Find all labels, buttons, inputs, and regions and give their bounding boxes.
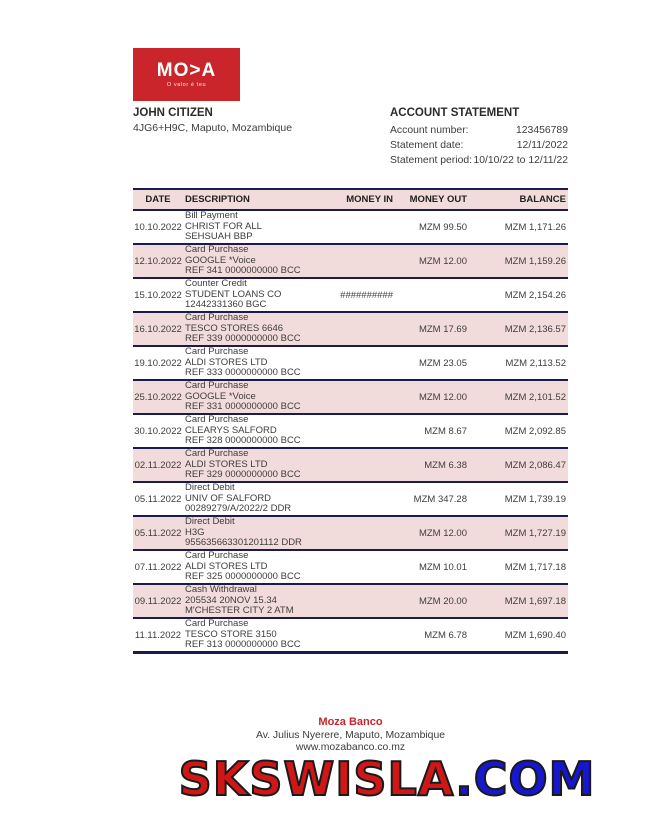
transaction-type: Card Purchase bbox=[185, 346, 249, 358]
table-row bbox=[133, 481, 568, 515]
transaction-payee: STUDENT LOANS CO bbox=[185, 288, 282, 300]
statement-info-block bbox=[390, 107, 568, 168]
transaction-reference: 955635663301201112 DDR bbox=[185, 537, 302, 549]
money-out-value: MZM 12.00 bbox=[418, 391, 467, 403]
watermark-name-text: SKSWISLA bbox=[178, 752, 456, 806]
transaction-date: 05.11.2022 bbox=[134, 527, 182, 539]
money-out-value: MZM 6.78 bbox=[424, 629, 467, 641]
table-header-row bbox=[133, 188, 568, 211]
transaction-description bbox=[183, 619, 331, 651]
balance-value: MZM 2,136.57 bbox=[504, 323, 566, 335]
table-row bbox=[133, 311, 568, 345]
transaction-type: Card Purchase bbox=[185, 618, 249, 630]
balance-value: MZM 2,113.52 bbox=[505, 357, 566, 369]
money-out-value: MZM 347.28 bbox=[413, 493, 467, 505]
transaction-date: 19.10.2022 bbox=[134, 357, 182, 369]
statement-date-label: Statement date: bbox=[390, 140, 464, 151]
table-row bbox=[133, 211, 568, 243]
transaction-type: Counter Credit bbox=[185, 278, 247, 290]
transaction-date: 30.10.2022 bbox=[134, 425, 182, 437]
table-row bbox=[133, 549, 568, 583]
transaction-reference: REF 325 0000000000 BCC bbox=[185, 571, 301, 583]
transaction-description bbox=[183, 381, 331, 413]
table-row bbox=[133, 515, 568, 549]
transaction-type: Direct Debit bbox=[185, 482, 235, 494]
balance-value: MZM 1,171.26 bbox=[504, 221, 566, 233]
table-row bbox=[133, 379, 568, 413]
transaction-payee: UNIV OF SALFORD bbox=[185, 492, 272, 504]
transaction-reference: REF 313 0000000000 BCC bbox=[185, 639, 301, 651]
transaction-description bbox=[183, 279, 331, 311]
logo-tagline: O valor é teu bbox=[166, 82, 207, 88]
money-out-value: MZM 12.00 bbox=[418, 527, 467, 539]
transaction-description bbox=[183, 517, 331, 549]
balance-value: MZM 1,159.26 bbox=[504, 255, 566, 267]
statement-title: ACCOUNT STATEMENT bbox=[390, 107, 520, 119]
table-row bbox=[133, 345, 568, 379]
table-row bbox=[133, 583, 568, 617]
statement-footer bbox=[133, 716, 568, 753]
table-row bbox=[133, 617, 568, 651]
table-row bbox=[133, 447, 568, 481]
footer-bank-address: Av. Julius Nyerere, Maputo, Mozambique bbox=[255, 730, 446, 741]
transaction-reference: REF 331 0000000000 BCC bbox=[185, 401, 301, 413]
header-money-out: MONEY OUT bbox=[409, 194, 467, 205]
table-row bbox=[133, 277, 568, 311]
money-out-value: MZM 99.50 bbox=[418, 221, 467, 233]
transaction-date: 11.11.2022 bbox=[134, 629, 182, 641]
statement-period-label: Statement period: bbox=[390, 155, 473, 166]
transaction-type: Direct Debit bbox=[185, 516, 235, 528]
footer-bank-name: Moza Banco bbox=[318, 716, 383, 728]
transaction-type: Bill Payment bbox=[185, 210, 238, 222]
transaction-payee: GOOGLE *Voice bbox=[185, 390, 256, 402]
customer-address: 4JG6+H9C, Maputo, Mozambique bbox=[133, 122, 293, 134]
money-out-value: MZM 12.00 bbox=[418, 255, 467, 267]
transaction-reference: REF 333 0000000000 BCC bbox=[185, 367, 301, 379]
customer-block bbox=[133, 107, 292, 134]
transaction-date: 09.11.2022 bbox=[134, 595, 182, 607]
transaction-description bbox=[183, 449, 331, 481]
customer-name: JOHN CITIZEN bbox=[133, 107, 213, 119]
footer-bank-website: www.mozabanco.co.mz bbox=[295, 742, 406, 753]
balance-value: MZM 2,086.47 bbox=[504, 459, 566, 471]
transaction-type: Card Purchase bbox=[185, 380, 249, 392]
money-out-value: MZM 6.38 bbox=[424, 459, 467, 471]
site-watermark bbox=[179, 752, 596, 806]
transaction-payee: CHRIST FOR ALL bbox=[185, 220, 262, 232]
transaction-reference: SEHSUAH BBP bbox=[185, 231, 253, 243]
account-number-row bbox=[390, 123, 568, 138]
header-balance: BALANCE bbox=[519, 194, 566, 205]
money-out-value: MZM 23.05 bbox=[418, 357, 467, 369]
transaction-date: 02.11.2022 bbox=[134, 459, 182, 471]
transaction-payee: TESCO STORES 6646 bbox=[185, 322, 284, 334]
header-money-in: MONEY IN bbox=[346, 194, 393, 205]
statement-period-row bbox=[390, 153, 568, 168]
transaction-type: Cash Withdrawal bbox=[185, 584, 257, 596]
transaction-reference: REF 328 0000000000 BCC bbox=[185, 435, 301, 447]
money-in-value: ########## bbox=[340, 289, 393, 301]
money-out-value: MZM 8.67 bbox=[424, 425, 467, 437]
transaction-description bbox=[183, 483, 331, 515]
transaction-reference: 00289279/A/2022/2 DDR bbox=[185, 503, 292, 515]
statement-period-value: 10/10/22 to 12/11/22 bbox=[473, 155, 568, 166]
transaction-date: 25.10.2022 bbox=[134, 391, 182, 403]
transaction-reference: M'CHESTER CITY 2 ATM bbox=[185, 605, 294, 617]
transaction-date: 15.10.2022 bbox=[134, 289, 182, 301]
money-out-value: MZM 17.69 bbox=[418, 323, 467, 335]
transaction-date: 07.11.2022 bbox=[134, 561, 182, 573]
money-out-value: MZM 10.01 bbox=[418, 561, 467, 573]
balance-value: MZM 1,739.19 bbox=[504, 493, 566, 505]
statement-date-row bbox=[390, 138, 568, 153]
transaction-description bbox=[183, 347, 331, 379]
table-body bbox=[133, 211, 568, 651]
transaction-reference: REF 329 0000000000 BCC bbox=[185, 469, 301, 481]
transaction-reference: 12442331360 BGC bbox=[185, 299, 267, 311]
transaction-type: Card Purchase bbox=[185, 414, 249, 426]
account-number-label: Account number: bbox=[390, 125, 469, 136]
transaction-description bbox=[183, 211, 331, 243]
header-date: DATE bbox=[145, 194, 171, 205]
transaction-description bbox=[183, 313, 331, 345]
transaction-payee: CLEARYS SALFORD bbox=[185, 424, 277, 436]
balance-value: MZM 1,690.40 bbox=[504, 629, 566, 641]
transaction-payee: H3G bbox=[185, 526, 205, 538]
balance-value: MZM 2,101.52 bbox=[504, 391, 566, 403]
balance-value: MZM 2,154.26 bbox=[504, 289, 566, 301]
account-number-value: 123456789 bbox=[515, 125, 568, 136]
transaction-type: Card Purchase bbox=[185, 244, 249, 256]
transaction-payee: GOOGLE *Voice bbox=[185, 254, 256, 266]
transaction-date: 05.11.2022 bbox=[134, 493, 182, 505]
logo-brand-text: MO>A bbox=[156, 60, 217, 81]
balance-value: MZM 2,092.85 bbox=[504, 425, 566, 437]
transaction-date: 10.10.2022 bbox=[134, 221, 182, 233]
transaction-payee: ALDI STORES LTD bbox=[185, 560, 268, 572]
transaction-type: Card Purchase bbox=[185, 550, 249, 562]
moza-bank-logo bbox=[133, 48, 240, 101]
transaction-payee: ALDI STORES LTD bbox=[185, 458, 268, 470]
table-row bbox=[133, 413, 568, 447]
balance-value: MZM 1,697.18 bbox=[504, 595, 566, 607]
statement-date-value: 12/11/2022 bbox=[516, 140, 568, 151]
money-out-value: MZM 20.00 bbox=[418, 595, 467, 607]
transaction-description bbox=[183, 415, 331, 447]
header-description: DESCRIPTION bbox=[185, 194, 250, 205]
table-row bbox=[133, 243, 568, 277]
transaction-reference: REF 341 0000000000 BCC bbox=[185, 265, 301, 277]
transaction-payee: 205534 20NOV 15.34 bbox=[185, 594, 277, 606]
transaction-payee: TESCO STORE 3150 bbox=[185, 628, 277, 640]
watermark-domain-text: .COM bbox=[455, 752, 596, 806]
transaction-type: Card Purchase bbox=[185, 448, 249, 460]
transaction-type: Card Purchase bbox=[185, 312, 249, 324]
transaction-description bbox=[183, 245, 331, 277]
balance-value: MZM 1,717.18 bbox=[504, 561, 566, 573]
transaction-date: 16.10.2022 bbox=[134, 323, 182, 335]
balance-value: MZM 1,727.19 bbox=[504, 527, 566, 539]
transaction-description bbox=[183, 585, 331, 617]
transaction-reference: REF 339 0000000000 BCC bbox=[185, 333, 301, 345]
transaction-description bbox=[183, 551, 331, 583]
transaction-date: 12.10.2022 bbox=[134, 255, 182, 267]
transactions-table bbox=[133, 188, 568, 654]
transaction-payee: ALDI STORES LTD bbox=[185, 356, 268, 368]
